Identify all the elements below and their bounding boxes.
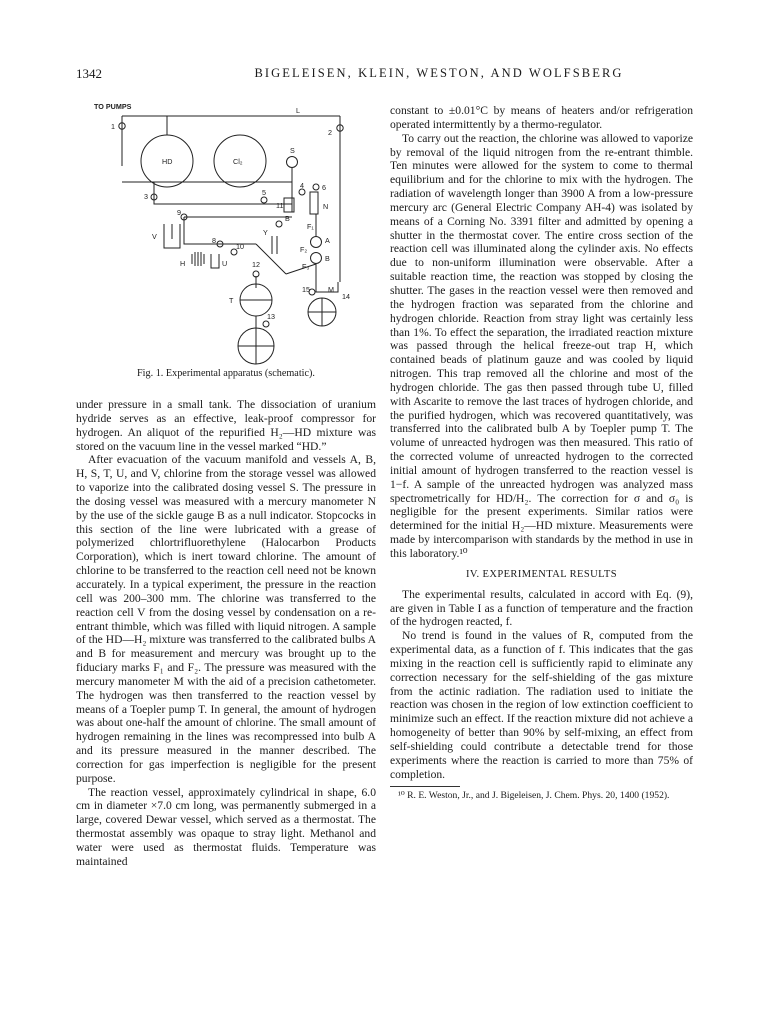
label-a: A (325, 236, 330, 245)
paragraph: No trend is found in the values of R, computed from the experimental data, as a function of f. This indicates that the gas mixing in the reaction cell is sufficiently rapid to eliminate any correction necessary for the self-shielding of the gas mixture from the actinic radiation. The radiation used to initiate the reaction was chosen in the region of low extinction coefficient to minimize such an effect. If the reaction mixture did not achieve a homogeneity of better than 90% by self-mixing, an effect from self-shielding could contribute a detectable trend for those experiments where the reaction is carried to more than 75% of completion. (390, 629, 693, 781)
label-1: 1 (111, 122, 115, 131)
label-9: 9 (177, 208, 181, 217)
left-column (76, 398, 376, 869)
label-13: 13 (267, 312, 275, 321)
label-s: S (290, 146, 295, 155)
page-number: 1342 (76, 66, 102, 81)
paragraph: To carry out the reaction, the chlorine was allowed to vaporize by removal of the liquid nitrogen from the re-entrant thimble. Ten minutes were allowed for the system to come to thermal equilibrium and for the chlorine to mix with the hydrogen. The radiation of wavelength longer than 3900 A from a low-pressure mercury arc (General Electric Company AH-4) was isolated by means of a Corning No. 3391 filter and admitted by opening a shutter in the thermostat cover. The entire cross section of the reaction cell was illuminated along the cylinder axis. No effects due to non-uniform illumination were observable. After a suitable reaction time, the reaction was stopped by closing the shutter. The gases in the reaction vessel were then removed and the hydrogen fraction was separated from the chlorine and hydrogen chloride. Reaction from stray light was certainly less than 1%. To effect the separation, the irradiated reaction mixture was passed through the helical freeze-out trap H, which contained beads of platinum gauze and was cooled by liquid nitrogen. This trap removed all the chlorine and most of the hydrogen chloride. The gas then passed through tube U, filled with Ascarite to remove the last traces of hydrogen chloride, and the purified hydrogen, which was recovered quantitatively, was transferred into the calibrated bulb A by Toepler pump T. The volume of unreacted hydrogen was then measured. This ratio of the corrected volume of unreacted hydrogen to the corrected initial amount of hydrogen transferred to the reaction vessel is 1−f. A sample of the unreacted hydrogen was analyzed mass spectrometrically for HD/H₂. The correction for σ and σ₀ is negligible for the present experiments. Similar ratios were determined for the initial H₂—HD mixture. Measurements were made by intercomparison with standards by the method in use in this laboratory.¹⁰ (390, 131, 693, 560)
paragraph: The experimental results, calculated in accord with Eq. (9), are given in Table I as a function of temperature and the fraction of the hydrogen reacted, f. (390, 587, 693, 629)
footnote-divider (390, 786, 460, 787)
label-m: M (328, 285, 334, 294)
label-l: L (296, 106, 300, 115)
right-column (390, 104, 693, 801)
label-f1: F₁ (307, 222, 314, 231)
label-u: U (222, 259, 228, 268)
label-y: Y (263, 228, 268, 237)
paragraph: After evacuation of the vacuum manifold and vessels A, B, H, S, T, U, and V, chlorine from the storage vessel was allowed to vaporize into the calibrated dosing vessel S. The pressure in the dosing vessel was measured with a mercury manometer N by the use of the sickle gauge B as a null indicator. Stopcocks in this section of the line were lubricated with a grease of polymerized chlortrifluorethylene (Halocarbon Products Corporation), which is inert toward chlorine. The amount of chlorine to be transferred to the reaction cell need not be known accurately. In a typical experiment, the pressure in the reaction cell was 200–300 mm. The chlorine was transferred to the reaction cell V from the dosing vessel by condensation on a re-entrant thimble, which was filled with liquid nitrogen. A sample of the HD—H₂ mixture was transferred to the calibrated bulbs A and B for measurement and mercury was brought up to the fiduciary marks F₁ and F₂. The pressure was measured with the mercury manometer M with the aid of a precision cathetometer. The hydrogen was then transferred to the reaction vessel by means of a Toepler pump T. In general, the amount of hydrogen was about one-half the amount of chlorine. The small amount of hydrogen remaining in the lines was recompressed into bulb A and its pressure measured in the manner described. The correction for gas imperfection is negligible for the present purpose. (76, 453, 376, 785)
label-cl2: Cl₂ (233, 157, 243, 166)
label-to-pumps: TO PUMPS (94, 102, 132, 111)
label-f2: F₂ (300, 245, 308, 254)
label-14: 14 (342, 292, 350, 301)
section-heading: IV. EXPERIMENTAL RESULTS (465, 568, 617, 580)
paragraph: under pressure in a small tank. The dissociation of uranium hydride serves as an effective, leak-proof compressor for hydrogen. An aliquot of the repurified H₂—HD mixture was stored on the vacuum line in the vessel marked “HD.” (76, 398, 376, 453)
label-f3: F₃ (302, 262, 310, 271)
label-12: 12 (252, 260, 260, 269)
footnote: ¹⁰ R. E. Weston, Jr., and J. Bigeleisen, J. Chem. Phys. 20, 1400 (1952). (398, 789, 670, 801)
label-n: N (323, 202, 329, 211)
label-v: V (152, 232, 157, 241)
label-3: 3 (144, 192, 148, 201)
label-10: 10 (236, 242, 244, 251)
page-header (76, 66, 692, 84)
label-h: H (180, 259, 186, 268)
label-8: 8 (212, 236, 216, 245)
label-11: 11 (276, 201, 284, 210)
running-title: BIGELEISEN, KLEIN, WESTON, AND WOLFSBERG (254, 66, 624, 80)
label-5: 5 (262, 188, 266, 197)
paragraph: constant to ±0.01°C by means of heaters and/or refrigeration operated intermittently by a thermo-regulator. (390, 104, 693, 131)
label-sickle-b: B (285, 214, 290, 223)
label-hd: HD (162, 157, 173, 166)
label-t: T (229, 296, 234, 305)
label-b: B (325, 254, 330, 263)
label-4: 4 (300, 181, 304, 190)
label-15: 15 (302, 285, 310, 294)
label-6: 6 (322, 183, 326, 192)
apparatus-figure (76, 96, 376, 366)
label-2: 2 (328, 128, 332, 137)
figure-caption: Fig. 1. Experimental apparatus (schematic). (137, 368, 315, 379)
paragraph: The reaction vessel, approximately cylindrical in shape, 6.0 cm in diameter ×7.0 cm long, was permanently submerged in a large, covered Dewar vessel, which served as a thermostat. The thermostat assembly was opaque to stray light. Methanol and water were used as thermostat fluids. Temperature was maintained (76, 785, 376, 868)
